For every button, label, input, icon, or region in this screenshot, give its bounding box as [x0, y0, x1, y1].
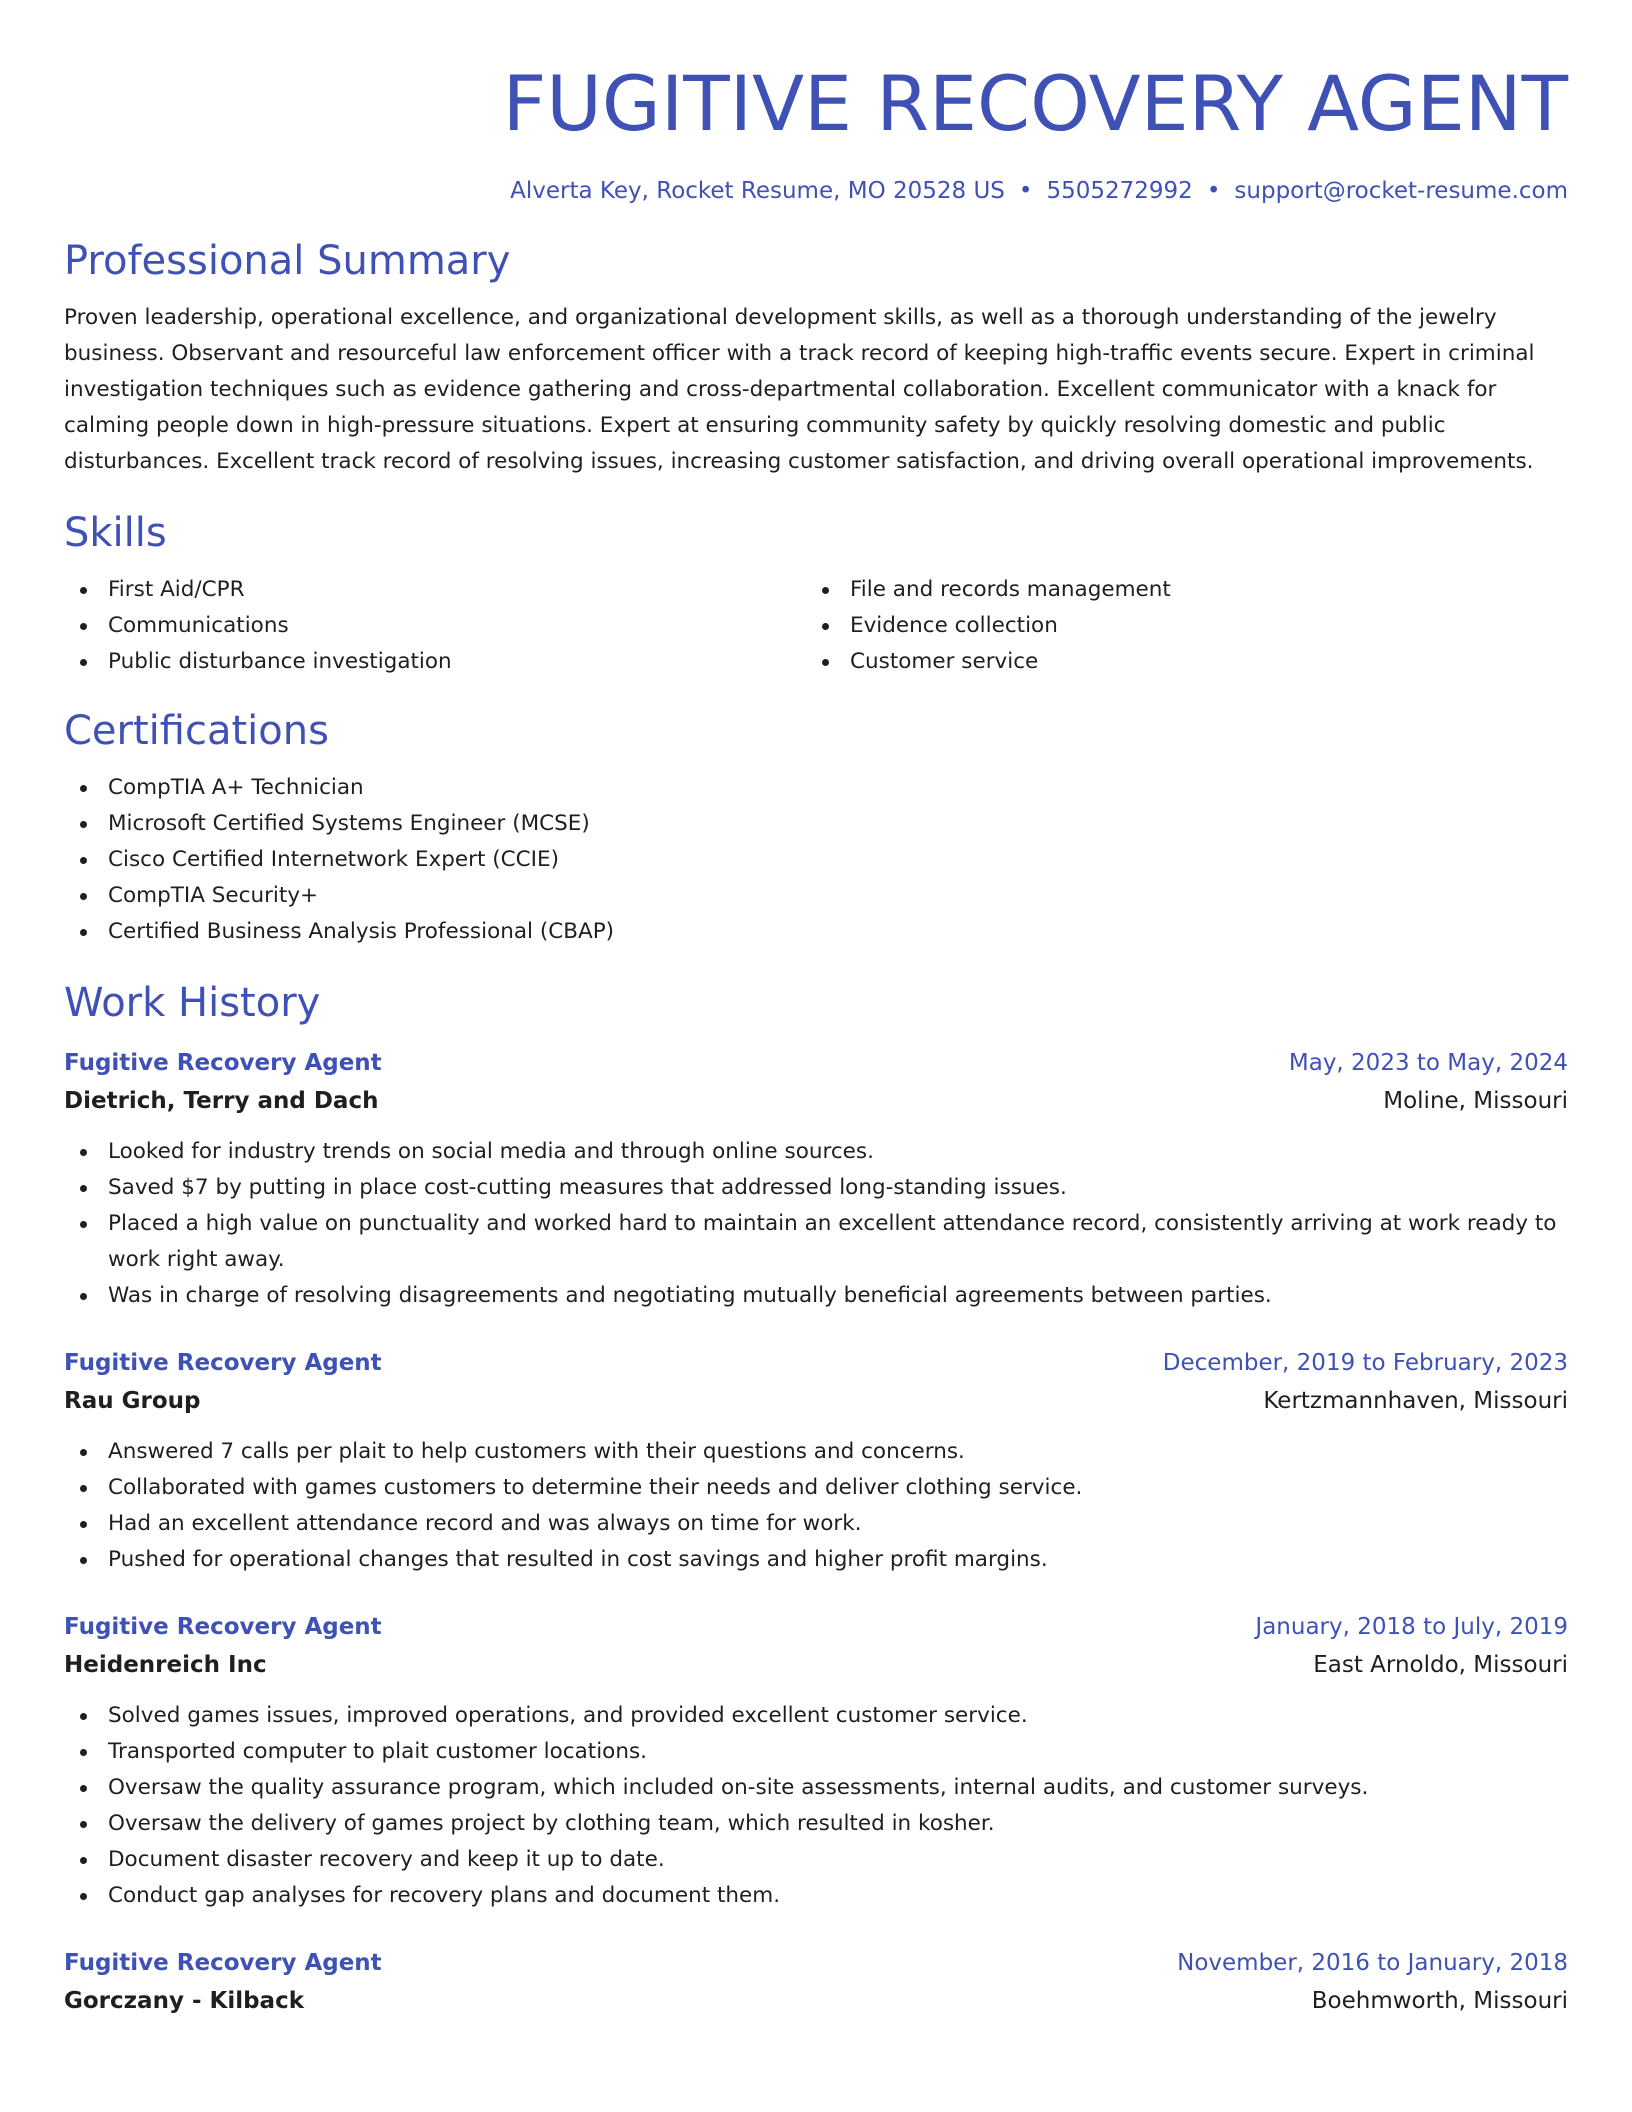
- resume-name: FUGITIVE RECOVERY AGENT: [502, 59, 1568, 148]
- job-duty-item: Looked for industry trends on social media and through online sources.: [64, 1134, 1568, 1170]
- skill-item: Public disturbance investigation: [64, 644, 806, 680]
- skill-item: Evidence collection: [806, 608, 1548, 644]
- job-company: Gorczany - Kilback: [64, 1988, 304, 2014]
- job-header-row: [64, 1944, 1568, 1982]
- certifications-heading: Certifications: [64, 708, 329, 754]
- job-company: Dietrich, Terry and Dach: [64, 1088, 379, 1114]
- summary-section: [64, 236, 1568, 480]
- job-duty-item: Oversaw the delivery of games project by clothing team, which resulted in kosher.: [64, 1806, 1568, 1842]
- job-title: Fugitive Recovery Agent: [64, 1614, 382, 1640]
- contact-line: [64, 176, 1568, 206]
- job-duty-item: Had an excellent attendance record and was always on time for work.: [64, 1506, 1568, 1542]
- job-location: East Arnoldo, Missouri: [1313, 1652, 1568, 1678]
- work-history-heading: Work History: [64, 980, 321, 1026]
- contact-separator: •: [1018, 178, 1033, 204]
- skills-grid: [64, 558, 1568, 680]
- summary-heading: Professional Summary: [64, 238, 511, 284]
- job-header-row: [64, 1044, 1568, 1082]
- job-dates: January, 2018 to July, 2019: [1255, 1614, 1568, 1640]
- certifications-list: [64, 770, 1568, 950]
- job-duty-item: Answered 7 calls per plait to help customers with their questions and concerns.: [64, 1434, 1568, 1470]
- skills-list-right: [806, 572, 1548, 680]
- job-company-row: [64, 1082, 1568, 1120]
- job-entry: [64, 1608, 1568, 1914]
- job-duty-item: Pushed for operational changes that resulted in cost savings and higher profit margins.: [64, 1542, 1568, 1578]
- skills-heading: Skills: [64, 510, 167, 556]
- skills-list-left: [64, 572, 806, 680]
- contact-address: Alverta Key, Rocket Resume, MO 20528 US: [510, 178, 1005, 204]
- job-dates: May, 2023 to May, 2024: [1288, 1050, 1568, 1076]
- job-duty-item: Solved games issues, improved operations, and provided excellent customer service.: [64, 1698, 1568, 1734]
- job-entry: [64, 1344, 1568, 1578]
- certification-item: CompTIA A+ Technician: [64, 770, 1568, 806]
- job-title: Fugitive Recovery Agent: [64, 1350, 382, 1376]
- skills-section: [64, 508, 1568, 680]
- job-duties-list: [64, 1434, 1568, 1578]
- job-duty-item: Oversaw the quality assurance program, which included on-site assessments, internal audits, and customer surveys.: [64, 1770, 1568, 1806]
- job-entry: [64, 1944, 1568, 2020]
- certification-item: Cisco Certified Internetwork Expert (CCIE): [64, 842, 1568, 878]
- job-duty-item: Transported computer to plait customer locations.: [64, 1734, 1568, 1770]
- resume-page: [64, 0, 1568, 2020]
- contact-separator: •: [1206, 178, 1221, 204]
- certifications-section: [64, 706, 1568, 950]
- job-duty-item: Saved $7 by putting in place cost-cutting measures that addressed long-standing issues.: [64, 1170, 1568, 1206]
- job-dates: November, 2016 to January, 2018: [1177, 1950, 1568, 1976]
- job-company: Heidenreich Inc: [64, 1652, 267, 1678]
- job-duty-item: Collaborated with games customers to determine their needs and deliver clothing service.: [64, 1470, 1568, 1506]
- contact-phone: 5505272992: [1046, 178, 1193, 204]
- job-company-row: [64, 1382, 1568, 1420]
- skill-item: Communications: [64, 608, 806, 644]
- job-duties-list: [64, 1698, 1568, 1914]
- job-company-row: [64, 1982, 1568, 2020]
- summary-text: Proven leadership, operational excellence, and organizational development skills, as well as a thorough understanding of the jewelry business. Observant and resourceful law enforcement officer with a track record of keeping high-traffic events secure. Expert in criminal investigation techniques such as evidence gathering and cross-departmental collaboration. Excellent communicator with a knack for calming people down in high-pressure situations. Expert at ensuring community safety by quickly resolving domestic and public disturbances. Excellent track record of resolving issues, increasing customer satisfaction, and driving overall operational improvements.: [64, 305, 1535, 474]
- job-title: Fugitive Recovery Agent: [64, 1050, 382, 1076]
- job-duty-item: Placed a high value on punctuality and worked hard to maintain an excellent attendance record, consistently arriving at work ready to work right away.: [64, 1206, 1568, 1278]
- certification-item: CompTIA Security+: [64, 878, 1568, 914]
- job-entry: [64, 1044, 1568, 1314]
- certification-item: Microsoft Certified Systems Engineer (MCSE): [64, 806, 1568, 842]
- contact-email: support@rocket-resume.com: [1234, 178, 1568, 204]
- skill-item: File and records management: [806, 572, 1548, 608]
- job-location: Moline, Missouri: [1383, 1088, 1568, 1114]
- certification-item: Certified Business Analysis Professional (CBAP): [64, 914, 1568, 950]
- job-header-row: [64, 1344, 1568, 1382]
- job-dates: December, 2019 to February, 2023: [1162, 1350, 1568, 1376]
- job-company: Rau Group: [64, 1388, 201, 1414]
- job-title: Fugitive Recovery Agent: [64, 1950, 382, 1976]
- job-location: Boehmworth, Missouri: [1311, 1988, 1568, 2014]
- job-header-row: [64, 1608, 1568, 1646]
- job-duties-list: [64, 1134, 1568, 1314]
- skill-item: First Aid/CPR: [64, 572, 806, 608]
- job-duty-item: Conduct gap analyses for recovery plans and document them.: [64, 1878, 1568, 1914]
- job-duty-item: Document disaster recovery and keep it up to date.: [64, 1842, 1568, 1878]
- skill-item: Customer service: [806, 644, 1548, 680]
- job-duty-item: Was in charge of resolving disagreements and negotiating mutually beneficial agreements between parties.: [64, 1278, 1568, 1314]
- job-company-row: [64, 1646, 1568, 1684]
- work-history-section: [64, 978, 1568, 2020]
- job-location: Kertzmannhaven, Missouri: [1263, 1388, 1568, 1414]
